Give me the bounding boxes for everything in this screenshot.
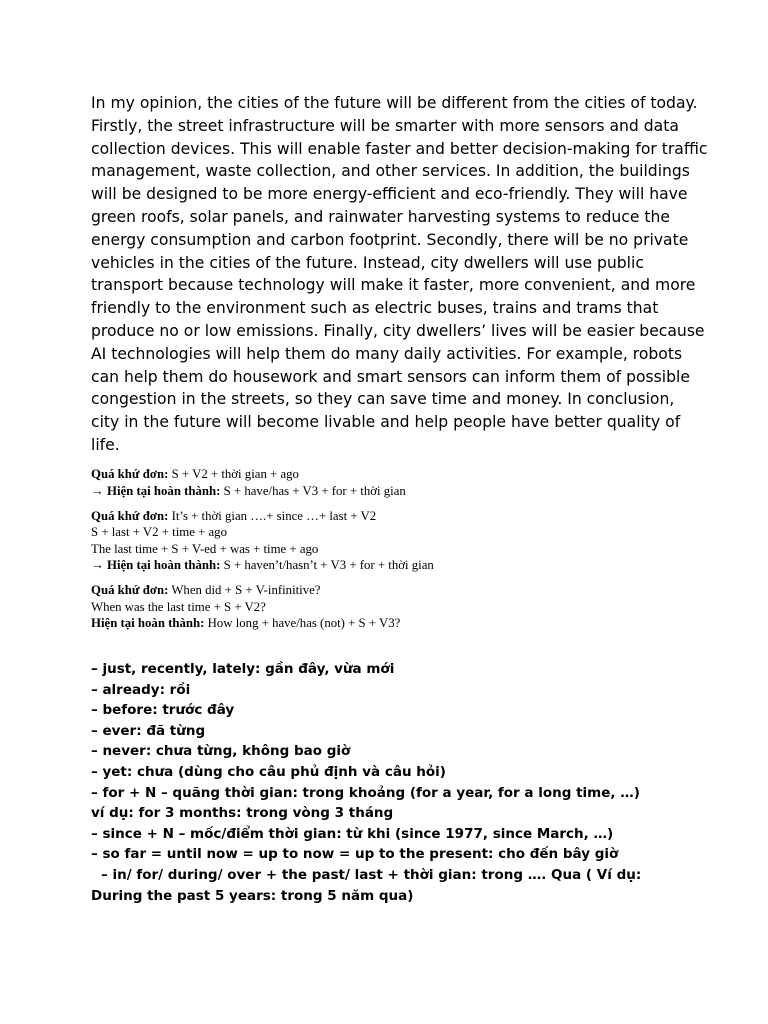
tense-label: → Hiện tại hoàn thành: <box>91 483 221 498</box>
signal-word-example: ví dụ: for 3 months: trong vòng 3 tháng <box>91 805 394 822</box>
grammar-line <box>91 466 611 483</box>
essay-line: city in the future will become livable and help people have better quality of <box>91 413 681 432</box>
formula-text: When did + S + V-infinitive? <box>168 583 321 597</box>
signal-words-list <box>91 659 711 906</box>
grammar-block-3 <box>91 582 611 632</box>
grammar-line: When was the last time + S + V2? <box>91 599 266 614</box>
signal-word-item: – for + N – quãng thời gian: trong khoảng (for a year, for a long time, …) <box>91 784 640 801</box>
grammar-line <box>91 582 611 599</box>
essay-line: congestion in the streets, so they can save time and money. In conclusion, <box>91 390 675 409</box>
essay-line: In my opinion, the cities of the future will be different from the cities of today. <box>91 94 698 112</box>
signal-word-item: – since + N – mốc/điểm thời gian: từ khi (since 1977, since March, …) <box>91 825 614 842</box>
tense-label: Quá khứ đơn: <box>91 467 169 481</box>
essay-line: will be designed to be more energy-efficient and eco-friendly. They will have <box>91 185 688 204</box>
signal-word-item: – in/ for/ during/ over + the past/ last + thời gian: trong …. Qua ( Ví dụ: <box>101 866 642 883</box>
signal-word-item: – already: rồi <box>91 681 191 698</box>
tense-label: → Hiện tại hoàn thành: <box>91 558 221 572</box>
essay-line: Firstly, the street infrastructure will be smarter with more sensors and data <box>91 116 679 135</box>
formula-text: S + V2 + thời gian + ago <box>168 467 299 481</box>
formula-text: S + have/has + V3 + for + thời gian <box>220 483 406 498</box>
formula-text: How long + have/has (not) + S + V3? <box>204 616 401 630</box>
tense-label: Hiện tại hoàn thành: <box>91 616 205 630</box>
grammar-line <box>91 508 611 525</box>
grammar-line <box>91 615 611 632</box>
essay-line: can help them do housework and smart sensors can inform them of possible <box>91 367 690 386</box>
grammar-line: S + last + V2 + time + ago <box>91 525 227 539</box>
grammar-block-1 <box>91 466 611 499</box>
essay-line: energy consumption and carbon footprint. Secondly, there will be no private <box>91 230 689 249</box>
signal-word-item: – yet: chưa (dùng cho câu phủ định và câu hỏi) <box>91 763 446 780</box>
essay-line: management, waste collection, and other services. In addition, the buildings <box>91 162 690 181</box>
signal-word-item: – so far = until now = up to now = up to the present: cho đến bây giờ <box>91 846 619 863</box>
signal-word-item: – before: trước đây <box>91 702 235 719</box>
essay-line: life. <box>91 435 120 454</box>
essay-line: collection devices. This will enable faster and better decision-making for traffic <box>91 139 708 158</box>
tense-label: Quá khứ đơn: <box>91 508 169 523</box>
essay-line: AI technologies will help them do many daily activities. For example, robots <box>91 344 683 363</box>
grammar-line <box>91 557 611 574</box>
essay-paragraph <box>91 92 708 457</box>
essay-line: transport because technology will make it faster, more convenient, and more <box>91 276 696 295</box>
essay-line: produce no or low emissions. Finally, city dwellers’ lives will be easier because <box>91 321 705 340</box>
signal-word-item: – ever: đã từng <box>91 722 206 739</box>
grammar-block-2 <box>91 508 611 574</box>
formula-text: S + haven’t/hasn’t + V3 + for + thời gian <box>220 558 434 572</box>
grammar-line <box>91 483 611 500</box>
essay-line: vehicles in the cities of the future. Instead, city dwellers will use public <box>91 253 644 272</box>
essay-line: friendly to the environment such as electric buses, trains and trams that <box>91 299 659 318</box>
essay-line: green roofs, solar panels, and rainwater harvesting systems to reduce the <box>91 207 670 226</box>
signal-word-item: – just, recently, lately: gần đây, vừa mới <box>91 661 395 677</box>
grammar-notes <box>91 466 611 640</box>
signal-word-example: During the past 5 years: trong 5 năm qua) <box>91 887 414 904</box>
signal-word-item: – never: chưa từng, không bao giờ <box>91 743 351 760</box>
tense-label: Quá khứ đơn: <box>91 583 169 597</box>
formula-text: It’s + thời gian ….+ since …+ last + V2 <box>168 508 377 523</box>
grammar-line: The last time + S + V-ed + was + time + ago <box>91 541 319 556</box>
